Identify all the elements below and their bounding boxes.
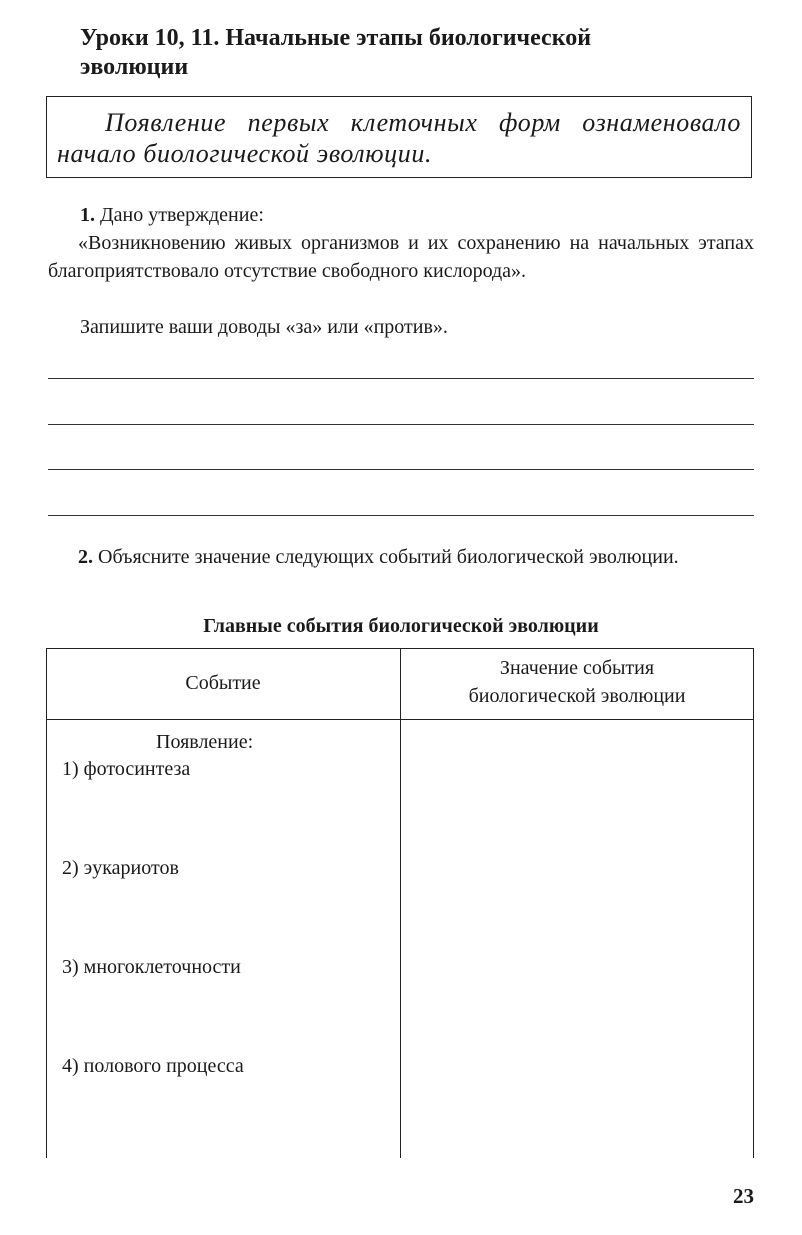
- task-1-intro-text: Дано утверждение:: [100, 204, 264, 226]
- column-header-significance-line-2: биологической эволюции: [468, 685, 686, 707]
- page-number: 23: [733, 1184, 754, 1208]
- key-statement-box: [46, 96, 752, 178]
- table-title: Главные события биологической эволюции: [203, 615, 599, 637]
- events-intro: Появление:: [156, 731, 254, 753]
- event-row-3: 3) многоклеточности: [62, 956, 241, 978]
- column-header-significance-line-1: Значение события: [499, 657, 655, 679]
- column-header-event: Событие: [185, 672, 261, 694]
- events-table: [46, 648, 754, 1158]
- task-2-text: [48, 543, 754, 571]
- column-header-significance: [400, 654, 754, 710]
- lesson-title-line-1: Уроки 10, 11. Начальные этапы биологической: [80, 25, 592, 51]
- task-1-statement: «Возникновению живых организмов и их сохранению на начальных этапах благоприятствовало отсутствие свободного кислорода».: [48, 232, 754, 282]
- answer-line[interactable]: [48, 378, 754, 379]
- task-1-instruction: Запишите ваши доводы «за» или «против».: [80, 316, 448, 338]
- answer-line[interactable]: [48, 424, 754, 425]
- key-statement-text: Появление первых клеточных форм ознаменовало начало биологической эволюции.: [57, 108, 741, 168]
- lesson-title: [80, 24, 760, 82]
- event-row-1: 1) фотосинтеза: [62, 758, 191, 780]
- answer-line[interactable]: [48, 469, 754, 470]
- lesson-title-line-2: эволюции: [80, 54, 189, 80]
- task-1-intro: [80, 201, 264, 229]
- table-column-divider: [400, 648, 401, 1158]
- answer-line[interactable]: [48, 515, 754, 516]
- table-border-left: [46, 648, 47, 1158]
- table-border-right: [753, 648, 754, 1158]
- task-2-number: 2.: [78, 546, 93, 568]
- task-1-number: 1.: [80, 204, 95, 226]
- task-2-body: Объясните значение следующих событий биологической эволюции.: [98, 546, 679, 568]
- event-row-2: 2) эукариотов: [62, 857, 179, 879]
- event-row-4: 4) полового процесса: [62, 1055, 244, 1077]
